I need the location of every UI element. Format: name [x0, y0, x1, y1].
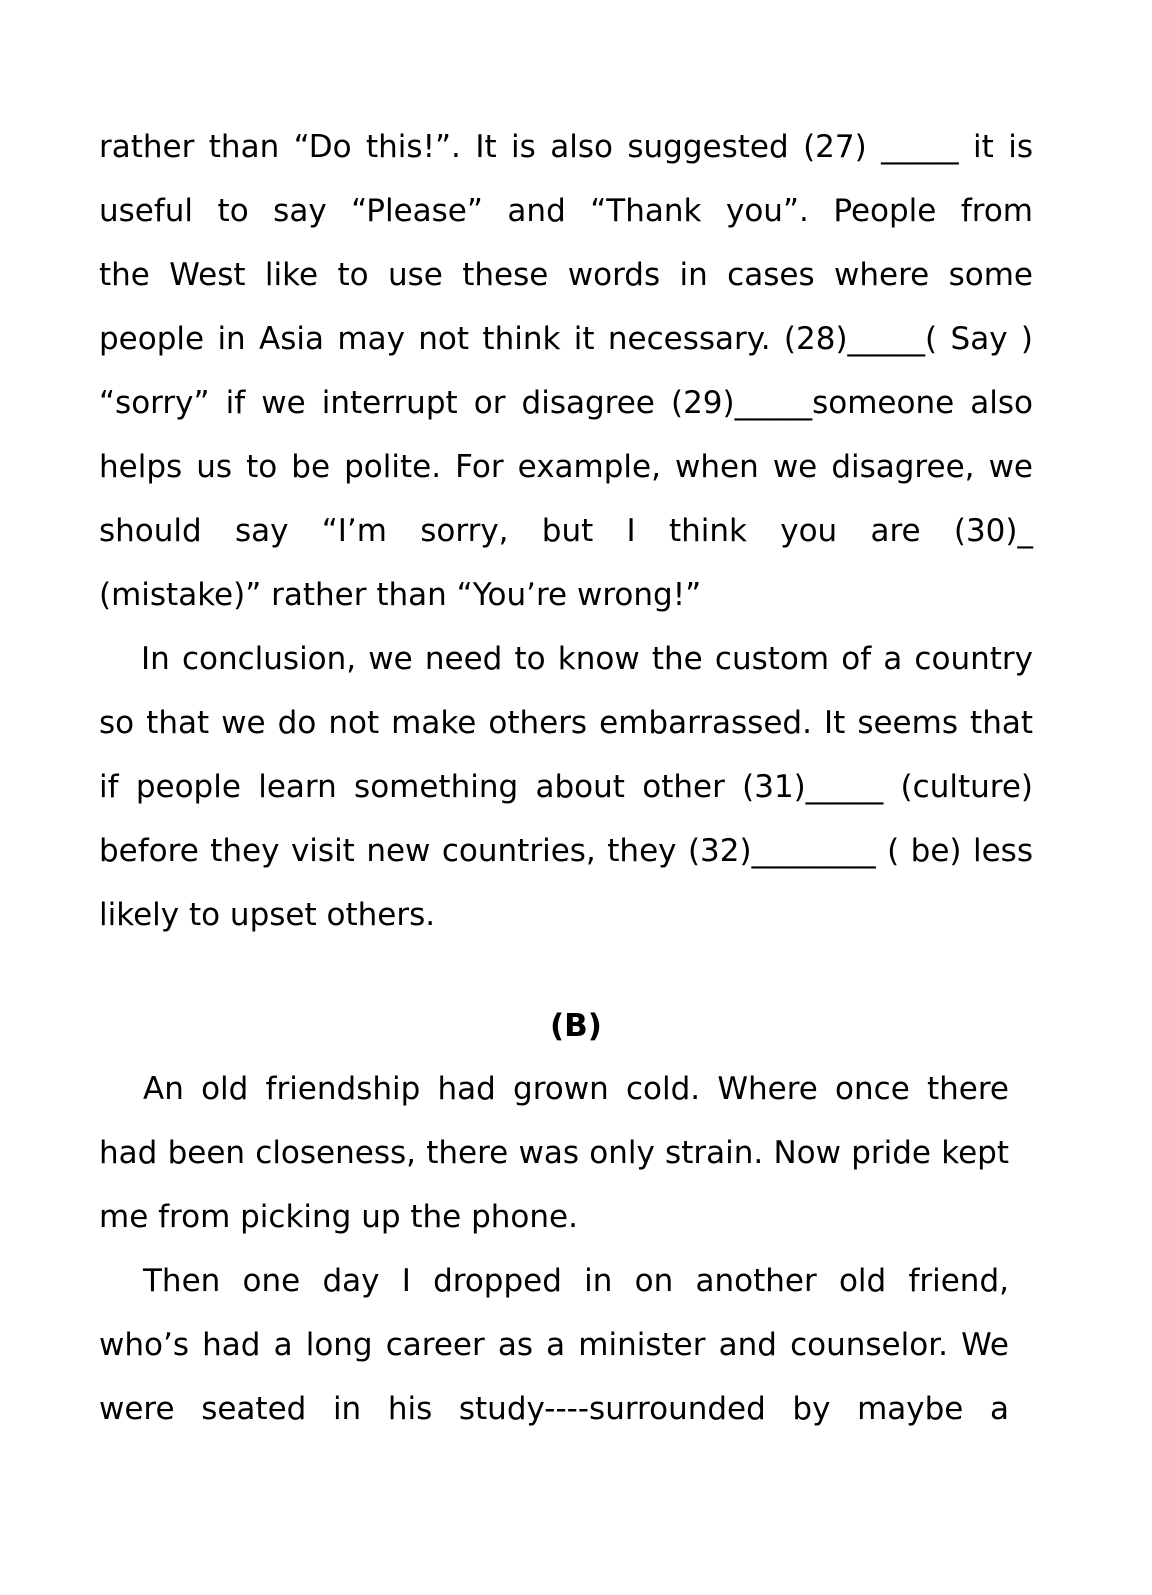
- text-line: helps us to be polite. For example, when we disagree, we: [99, 449, 1033, 485]
- paragraph-start-line: Then one day I dropped in on another old friend,: [143, 1263, 1009, 1299]
- text-line: so that we do not make others embarrassed. It seems that: [99, 705, 1033, 741]
- text-line: before they visit new countries, they (32)________ ( be) less: [99, 833, 1033, 869]
- text-line: rather than “Do this!”. It is also suggested (27) _____ it is: [99, 129, 1033, 165]
- paragraph-start-line: In conclusion, we need to know the custom of a country: [141, 641, 1033, 677]
- text-line: if people learn something about other (31)_____ (culture): [99, 769, 1033, 805]
- paragraph-start-line: An old friendship had grown cold. Where once there: [143, 1071, 1009, 1107]
- text-line: me from picking up the phone.: [99, 1199, 578, 1235]
- text-line: should say “I’m sorry, but I think you are (30)_: [99, 513, 1033, 549]
- section-heading: (B): [550, 1008, 602, 1044]
- text-line: useful to say “Please” and “Thank you”. People from: [99, 193, 1033, 229]
- text-line: likely to upset others.: [99, 897, 436, 933]
- text-line: people in Asia may not think it necessary. (28)_____( Say ): [99, 321, 1033, 357]
- text-line: “sorry” if we interrupt or disagree (29)_____someone also: [99, 385, 1033, 421]
- text-line: had been closeness, there was only strain. Now pride kept: [99, 1135, 1009, 1171]
- text-line: were seated in his study----surrounded by maybe a: [99, 1391, 1009, 1427]
- text-line: who’s had a long career as a minister and counselor. We: [99, 1327, 1009, 1363]
- text-line: the West like to use these words in cases where some: [99, 257, 1033, 293]
- text-line: (mistake)” rather than “You’re wrong!”: [99, 577, 702, 613]
